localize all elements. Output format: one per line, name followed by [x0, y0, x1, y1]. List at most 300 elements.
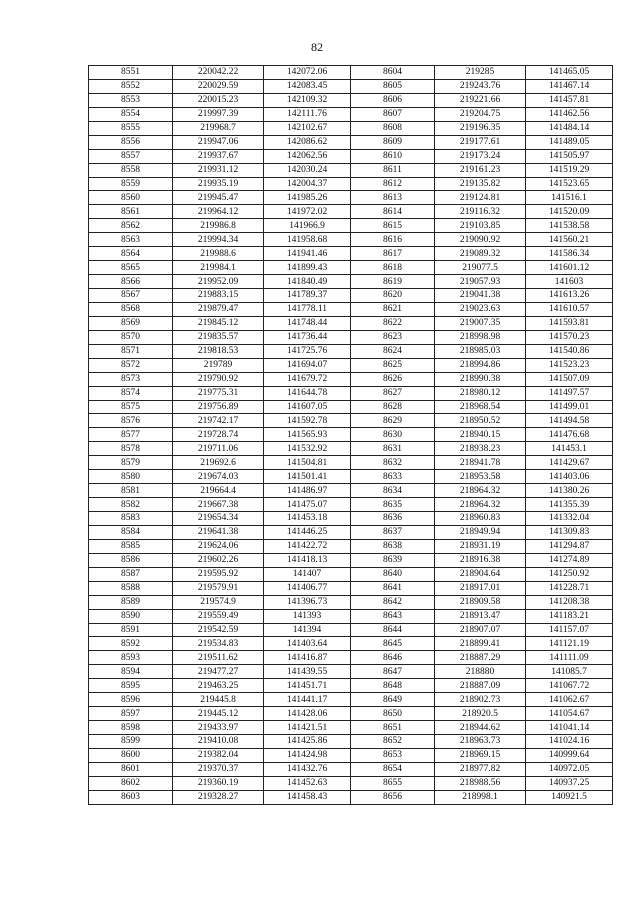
y-coord-right-cell: 141476.68	[526, 428, 613, 442]
point-id-right-cell: 8610	[351, 149, 435, 163]
table-row	[89, 735, 613, 749]
y-coord-left-cell: 141941.46	[264, 247, 351, 261]
point-id-right-cell: 8626	[351, 372, 435, 386]
y-coord-left-cell: 141644.78	[264, 386, 351, 400]
table-row	[89, 163, 613, 177]
table-row	[89, 693, 613, 707]
point-id-left-cell: 8587	[89, 567, 173, 581]
point-id-left-cell: 8556	[89, 135, 173, 149]
y-coord-right-cell: 141603	[526, 275, 613, 289]
x-coord-left-cell: 220015.23	[173, 93, 264, 107]
y-coord-right-cell: 141520.09	[526, 205, 613, 219]
y-coord-left-cell: 141422.72	[264, 539, 351, 553]
y-coord-left-cell: 141899.43	[264, 261, 351, 275]
y-coord-left-cell: 141985.26	[264, 191, 351, 205]
point-id-left-cell: 8595	[89, 679, 173, 693]
point-id-left-cell: 8569	[89, 316, 173, 330]
y-coord-right-cell: 141041.14	[526, 721, 613, 735]
y-coord-left-cell: 142102.67	[264, 121, 351, 135]
x-coord-right-cell: 219103.85	[435, 219, 526, 233]
y-coord-right-cell: 140937.25	[526, 776, 613, 790]
x-coord-right-cell: 218964.32	[435, 484, 526, 498]
x-coord-right-cell: 218909.58	[435, 595, 526, 609]
x-coord-right-cell: 218917.01	[435, 581, 526, 595]
x-coord-left-cell: 219968.7	[173, 121, 264, 135]
y-coord-left-cell: 141418.13	[264, 553, 351, 567]
y-coord-left-cell: 141789.37	[264, 289, 351, 303]
y-coord-left-cell: 141432.76	[264, 762, 351, 776]
y-coord-right-cell: 141228.71	[526, 581, 613, 595]
table-row	[89, 149, 613, 163]
point-id-right-cell: 8618	[351, 261, 435, 275]
point-id-right-cell: 8607	[351, 107, 435, 121]
point-id-right-cell: 8627	[351, 386, 435, 400]
y-coord-left-cell: 141453.18	[264, 512, 351, 526]
y-coord-right-cell: 141332.04	[526, 512, 613, 526]
x-coord-left-cell: 219984.1	[173, 261, 264, 275]
x-coord-left-cell: 219667.38	[173, 498, 264, 512]
point-id-right-cell: 8619	[351, 275, 435, 289]
y-coord-right-cell: 141208.38	[526, 595, 613, 609]
point-id-left-cell: 8585	[89, 539, 173, 553]
table-row	[89, 776, 613, 790]
table-row	[89, 665, 613, 679]
x-coord-left-cell: 219445.8	[173, 693, 264, 707]
y-coord-left-cell: 141424.98	[264, 748, 351, 762]
y-coord-right-cell: 141540.86	[526, 344, 613, 358]
x-coord-right-cell: 219057.93	[435, 275, 526, 289]
y-coord-left-cell: 141972.02	[264, 205, 351, 219]
y-coord-left-cell: 141966.9	[264, 219, 351, 233]
point-id-left-cell: 8588	[89, 581, 173, 595]
y-coord-left-cell: 141504.81	[264, 456, 351, 470]
x-coord-left-cell: 219742.17	[173, 414, 264, 428]
y-coord-right-cell: 141593.81	[526, 316, 613, 330]
y-coord-left-cell: 141393	[264, 609, 351, 623]
y-coord-right-cell: 141453.1	[526, 442, 613, 456]
x-coord-right-cell: 218969.15	[435, 748, 526, 762]
x-coord-left-cell: 219937.67	[173, 149, 264, 163]
point-id-right-cell: 8642	[351, 595, 435, 609]
point-id-left-cell: 8584	[89, 525, 173, 539]
point-id-left-cell: 8578	[89, 442, 173, 456]
y-coord-right-cell: 141499.01	[526, 400, 613, 414]
y-coord-right-cell: 141111.09	[526, 651, 613, 665]
point-id-right-cell: 8630	[351, 428, 435, 442]
y-coord-left-cell: 141439.55	[264, 665, 351, 679]
point-id-right-cell: 8605	[351, 79, 435, 93]
point-id-left-cell: 8553	[89, 93, 173, 107]
point-id-right-cell: 8634	[351, 484, 435, 498]
y-coord-right-cell: 141505.97	[526, 149, 613, 163]
table-row	[89, 344, 613, 358]
y-coord-left-cell: 141407	[264, 567, 351, 581]
x-coord-left-cell: 220042.22	[173, 66, 264, 80]
point-id-left-cell: 8597	[89, 707, 173, 721]
x-coord-right-cell: 218920.5	[435, 707, 526, 721]
y-coord-right-cell: 141355.39	[526, 498, 613, 512]
x-coord-right-cell: 218988.56	[435, 776, 526, 790]
point-id-left-cell: 8599	[89, 735, 173, 749]
table-row	[89, 539, 613, 553]
y-coord-right-cell: 141309.83	[526, 525, 613, 539]
point-id-right-cell: 8609	[351, 135, 435, 149]
y-coord-left-cell: 141532.92	[264, 442, 351, 456]
x-coord-right-cell: 218880	[435, 665, 526, 679]
point-id-right-cell: 8608	[351, 121, 435, 135]
y-coord-left-cell: 141748.44	[264, 316, 351, 330]
x-coord-right-cell: 219243.76	[435, 79, 526, 93]
x-coord-right-cell: 218977.82	[435, 762, 526, 776]
y-coord-left-cell: 141394	[264, 623, 351, 637]
x-coord-left-cell: 219463.25	[173, 679, 264, 693]
y-coord-right-cell: 141062.67	[526, 693, 613, 707]
table-row	[89, 275, 613, 289]
y-coord-right-cell: 141121.19	[526, 637, 613, 651]
point-id-right-cell: 8615	[351, 219, 435, 233]
x-coord-right-cell: 219089.32	[435, 247, 526, 261]
point-id-right-cell: 8636	[351, 512, 435, 526]
point-id-left-cell: 8576	[89, 414, 173, 428]
x-coord-right-cell: 218887.29	[435, 651, 526, 665]
x-coord-left-cell: 219445.12	[173, 707, 264, 721]
point-id-right-cell: 8625	[351, 358, 435, 372]
y-coord-left-cell: 141958.68	[264, 233, 351, 247]
point-id-right-cell: 8622	[351, 316, 435, 330]
y-coord-left-cell: 141451.71	[264, 679, 351, 693]
x-coord-left-cell: 219997.39	[173, 107, 264, 121]
y-coord-right-cell: 141294.87	[526, 539, 613, 553]
table-row	[89, 302, 613, 316]
point-id-right-cell: 8638	[351, 539, 435, 553]
table-row	[89, 219, 613, 233]
point-id-right-cell: 8643	[351, 609, 435, 623]
point-id-left-cell: 8603	[89, 790, 173, 804]
table-row	[89, 707, 613, 721]
point-id-right-cell: 8617	[351, 247, 435, 261]
y-coord-left-cell: 141694.07	[264, 358, 351, 372]
x-coord-left-cell: 219835.57	[173, 330, 264, 344]
x-coord-left-cell: 219986.8	[173, 219, 264, 233]
x-coord-left-cell: 219370.37	[173, 762, 264, 776]
x-coord-right-cell: 218963.73	[435, 735, 526, 749]
y-coord-left-cell: 141840.49	[264, 275, 351, 289]
point-id-left-cell: 8560	[89, 191, 173, 205]
x-coord-right-cell: 219196.35	[435, 121, 526, 135]
x-coord-left-cell: 219988.6	[173, 247, 264, 261]
y-coord-left-cell: 141441.17	[264, 693, 351, 707]
point-id-right-cell: 8641	[351, 581, 435, 595]
point-id-left-cell: 8573	[89, 372, 173, 386]
y-coord-right-cell: 141494.58	[526, 414, 613, 428]
point-id-left-cell: 8594	[89, 665, 173, 679]
x-coord-left-cell: 219952.09	[173, 275, 264, 289]
point-id-left-cell: 8598	[89, 721, 173, 735]
table-row	[89, 484, 613, 498]
y-coord-left-cell: 141416.87	[264, 651, 351, 665]
table-row	[89, 498, 613, 512]
y-coord-right-cell: 141274.89	[526, 553, 613, 567]
point-id-left-cell: 8582	[89, 498, 173, 512]
coordinates-table	[88, 65, 613, 805]
y-coord-right-cell: 141586.34	[526, 247, 613, 261]
x-coord-right-cell: 218904.64	[435, 567, 526, 581]
x-coord-right-cell: 218980.12	[435, 386, 526, 400]
y-coord-left-cell: 141446.25	[264, 525, 351, 539]
x-coord-left-cell: 219477.27	[173, 665, 264, 679]
y-coord-left-cell: 141403.64	[264, 637, 351, 651]
point-id-left-cell: 8593	[89, 651, 173, 665]
point-id-left-cell: 8558	[89, 163, 173, 177]
point-id-left-cell: 8566	[89, 275, 173, 289]
x-coord-right-cell: 218931.19	[435, 539, 526, 553]
y-coord-right-cell: 140972.05	[526, 762, 613, 776]
y-coord-left-cell: 141565.93	[264, 428, 351, 442]
table-row	[89, 386, 613, 400]
table-row	[89, 637, 613, 651]
y-coord-right-cell: 141465.05	[526, 66, 613, 80]
point-id-right-cell: 8611	[351, 163, 435, 177]
x-coord-right-cell: 219090.92	[435, 233, 526, 247]
y-coord-left-cell: 142086.62	[264, 135, 351, 149]
y-coord-left-cell: 141592.78	[264, 414, 351, 428]
y-coord-right-cell: 141523.65	[526, 177, 613, 191]
y-coord-left-cell: 141486.97	[264, 484, 351, 498]
table-row	[89, 679, 613, 693]
table-row	[89, 135, 613, 149]
table-row	[89, 177, 613, 191]
point-id-right-cell: 8639	[351, 553, 435, 567]
x-coord-left-cell: 219360.19	[173, 776, 264, 790]
x-coord-left-cell: 219624.06	[173, 539, 264, 553]
point-id-left-cell: 8554	[89, 107, 173, 121]
y-coord-right-cell: 141183.21	[526, 609, 613, 623]
x-coord-left-cell: 219692.6	[173, 456, 264, 470]
point-id-left-cell: 8555	[89, 121, 173, 135]
y-coord-right-cell: 141538.58	[526, 219, 613, 233]
point-id-left-cell: 8571	[89, 344, 173, 358]
point-id-right-cell: 8614	[351, 205, 435, 219]
y-coord-right-cell: 141250.92	[526, 567, 613, 581]
y-coord-right-cell: 141523.23	[526, 358, 613, 372]
x-coord-right-cell: 219221.66	[435, 93, 526, 107]
x-coord-right-cell: 218998.98	[435, 330, 526, 344]
point-id-right-cell: 8647	[351, 665, 435, 679]
point-id-right-cell: 8644	[351, 623, 435, 637]
x-coord-left-cell: 219845.12	[173, 316, 264, 330]
table-row	[89, 442, 613, 456]
x-coord-left-cell: 219559.49	[173, 609, 264, 623]
x-coord-left-cell: 219818.53	[173, 344, 264, 358]
x-coord-left-cell: 219410.08	[173, 735, 264, 749]
point-id-left-cell: 8572	[89, 358, 173, 372]
table-row	[89, 651, 613, 665]
table-row	[89, 121, 613, 135]
y-coord-right-cell: 141560.21	[526, 233, 613, 247]
table-row	[89, 553, 613, 567]
table-row	[89, 316, 613, 330]
point-id-left-cell: 8568	[89, 302, 173, 316]
point-id-right-cell: 8635	[351, 498, 435, 512]
point-id-left-cell: 8602	[89, 776, 173, 790]
y-coord-right-cell: 141403.06	[526, 470, 613, 484]
y-coord-right-cell: 141507.09	[526, 372, 613, 386]
x-coord-left-cell: 219931.12	[173, 163, 264, 177]
table-row	[89, 372, 613, 386]
point-id-right-cell: 8652	[351, 735, 435, 749]
table-row	[89, 470, 613, 484]
x-coord-right-cell: 218940.15	[435, 428, 526, 442]
x-coord-left-cell: 219964.12	[173, 205, 264, 219]
point-id-right-cell: 8629	[351, 414, 435, 428]
point-id-right-cell: 8621	[351, 302, 435, 316]
table-row	[89, 512, 613, 526]
y-coord-right-cell: 141467.14	[526, 79, 613, 93]
y-coord-left-cell: 142072.06	[264, 66, 351, 80]
x-coord-left-cell: 219542.59	[173, 623, 264, 637]
y-coord-right-cell: 141610.57	[526, 302, 613, 316]
y-coord-left-cell: 141458.43	[264, 790, 351, 804]
x-coord-right-cell: 218913.47	[435, 609, 526, 623]
y-coord-right-cell: 141484.14	[526, 121, 613, 135]
table-row	[89, 107, 613, 121]
table-row	[89, 525, 613, 539]
y-coord-left-cell: 141396.73	[264, 595, 351, 609]
coordinates-table-body	[89, 66, 613, 805]
y-coord-right-cell: 141457.81	[526, 93, 613, 107]
point-id-left-cell: 8590	[89, 609, 173, 623]
x-coord-left-cell: 219641.38	[173, 525, 264, 539]
y-coord-right-cell: 141601.12	[526, 261, 613, 275]
point-id-right-cell: 8633	[351, 470, 435, 484]
point-id-right-cell: 8655	[351, 776, 435, 790]
point-id-right-cell: 8624	[351, 344, 435, 358]
y-coord-left-cell: 142062.56	[264, 149, 351, 163]
x-coord-right-cell: 218998.1	[435, 790, 526, 804]
x-coord-right-cell: 219204.75	[435, 107, 526, 121]
x-coord-right-cell: 218985.03	[435, 344, 526, 358]
y-coord-right-cell: 141024.16	[526, 735, 613, 749]
y-coord-right-cell: 141157.07	[526, 623, 613, 637]
y-coord-right-cell: 141497.57	[526, 386, 613, 400]
x-coord-left-cell: 219879.47	[173, 302, 264, 316]
table-row	[89, 79, 613, 93]
point-id-right-cell: 8628	[351, 400, 435, 414]
point-id-right-cell: 8604	[351, 66, 435, 80]
point-id-right-cell: 8640	[351, 567, 435, 581]
x-coord-left-cell: 219328.27	[173, 790, 264, 804]
point-id-right-cell: 8606	[351, 93, 435, 107]
point-id-left-cell: 8567	[89, 289, 173, 303]
x-coord-right-cell: 219161.23	[435, 163, 526, 177]
y-coord-right-cell: 141516.1	[526, 191, 613, 205]
y-coord-right-cell: 141570.23	[526, 330, 613, 344]
x-coord-left-cell: 219433.97	[173, 721, 264, 735]
point-id-right-cell: 8616	[351, 233, 435, 247]
x-coord-right-cell: 219041.38	[435, 289, 526, 303]
x-coord-left-cell: 219994.34	[173, 233, 264, 247]
x-coord-right-cell: 218944.62	[435, 721, 526, 735]
x-coord-right-cell: 218960.83	[435, 512, 526, 526]
page-number: 82	[311, 40, 323, 54]
table-row	[89, 93, 613, 107]
table-row	[89, 66, 613, 80]
point-id-left-cell: 8591	[89, 623, 173, 637]
x-coord-left-cell: 219883.15	[173, 289, 264, 303]
point-id-left-cell: 8552	[89, 79, 173, 93]
x-coord-right-cell: 218902.73	[435, 693, 526, 707]
y-coord-left-cell: 142030.24	[264, 163, 351, 177]
y-coord-right-cell: 141054.67	[526, 707, 613, 721]
table-row	[89, 233, 613, 247]
x-coord-left-cell: 219674.03	[173, 470, 264, 484]
x-coord-left-cell: 219728.74	[173, 428, 264, 442]
table-row	[89, 247, 613, 261]
table-row	[89, 581, 613, 595]
point-id-left-cell: 8589	[89, 595, 173, 609]
point-id-right-cell: 8649	[351, 693, 435, 707]
x-coord-right-cell: 218887.09	[435, 679, 526, 693]
point-id-left-cell: 8575	[89, 400, 173, 414]
point-id-right-cell: 8613	[351, 191, 435, 205]
x-coord-right-cell: 218968.54	[435, 400, 526, 414]
x-coord-right-cell: 218990.38	[435, 372, 526, 386]
table-row	[89, 595, 613, 609]
table-row	[89, 330, 613, 344]
table-row	[89, 762, 613, 776]
point-id-right-cell: 8648	[351, 679, 435, 693]
y-coord-left-cell: 141778.11	[264, 302, 351, 316]
x-coord-right-cell: 218899.41	[435, 637, 526, 651]
y-coord-right-cell: 141380.26	[526, 484, 613, 498]
point-id-left-cell: 8565	[89, 261, 173, 275]
point-id-left-cell: 8579	[89, 456, 173, 470]
table-row	[89, 428, 613, 442]
x-coord-left-cell: 219664.4	[173, 484, 264, 498]
y-coord-right-cell: 140999.64	[526, 748, 613, 762]
point-id-left-cell: 8564	[89, 247, 173, 261]
y-coord-right-cell: 141067.72	[526, 679, 613, 693]
x-coord-left-cell: 219947.06	[173, 135, 264, 149]
y-coord-right-cell: 141489.05	[526, 135, 613, 149]
point-id-left-cell: 8581	[89, 484, 173, 498]
point-id-left-cell: 8561	[89, 205, 173, 219]
point-id-left-cell: 8596	[89, 693, 173, 707]
x-coord-left-cell: 219579.91	[173, 581, 264, 595]
x-coord-left-cell: 219511.62	[173, 651, 264, 665]
table-row	[89, 609, 613, 623]
x-coord-left-cell: 219534.83	[173, 637, 264, 651]
x-coord-right-cell: 218916.38	[435, 553, 526, 567]
table-row	[89, 567, 613, 581]
table-row	[89, 790, 613, 804]
point-id-left-cell: 8577	[89, 428, 173, 442]
point-id-left-cell: 8551	[89, 66, 173, 80]
point-id-left-cell: 8580	[89, 470, 173, 484]
x-coord-right-cell: 219124.81	[435, 191, 526, 205]
table-row	[89, 456, 613, 470]
x-coord-right-cell: 219077.5	[435, 261, 526, 275]
point-id-left-cell: 8592	[89, 637, 173, 651]
x-coord-right-cell: 218994.86	[435, 358, 526, 372]
x-coord-right-cell: 219177.61	[435, 135, 526, 149]
point-id-left-cell: 8600	[89, 748, 173, 762]
x-coord-left-cell: 219789	[173, 358, 264, 372]
y-coord-right-cell: 141085.7	[526, 665, 613, 679]
y-coord-left-cell: 141406.77	[264, 581, 351, 595]
y-coord-left-cell: 141428.06	[264, 707, 351, 721]
x-coord-right-cell: 218907.07	[435, 623, 526, 637]
